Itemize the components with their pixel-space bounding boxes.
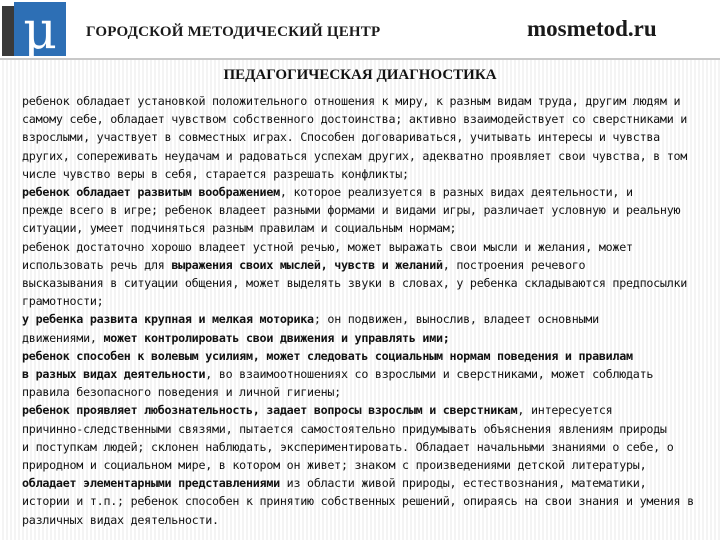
text-line <box>22 383 712 401</box>
bold-segment: у ребенка развита крупная и мелкая моторика <box>22 312 314 327</box>
bold-segment: может контролировать свои движения и управлять ими; <box>103 330 450 345</box>
text-segment: ситуации, умеет подчиняться разным правилам и социальным нормам; <box>22 221 457 236</box>
header-title: ГОРОДСКОЙ МЕТОДИЧЕСКИЙ ЦЕНТР <box>86 24 381 40</box>
text-line <box>22 365 712 383</box>
text-line <box>22 201 712 219</box>
text-segment: причинно-следственными связями, пытается самостоятельно придумывать объяснения явлениям природы <box>22 421 667 436</box>
text-segment: ребенок достаточно хорошо владеет устной речью, может выражать свои мысли и желания, может <box>22 239 633 254</box>
text-line <box>22 310 712 328</box>
bold-segment: ребенок обладает развитым воображением <box>22 185 280 200</box>
bold-segment: ребенок способен к волевым усилиям, может следовать социальным нормам поведения и правилам <box>22 348 633 363</box>
text-line <box>22 492 712 510</box>
section-title: ПЕДАГОГИЧЕСКАЯ ДИАГНОСТИКА <box>223 67 497 83</box>
text-line <box>22 183 712 201</box>
text-segment: использовать речь для <box>22 257 172 272</box>
text-line <box>22 292 712 310</box>
text-line <box>22 511 712 529</box>
text-line <box>22 165 712 183</box>
text-line <box>22 329 712 347</box>
text-line <box>22 256 712 274</box>
text-line <box>22 347 712 365</box>
text-line <box>22 128 712 146</box>
text-segment: самому себе, обладает чувством собственного достоинства; активно взаимодействует со сверстниками и <box>22 112 688 127</box>
text-segment: правила безопасного поведения и личной гигиены; <box>22 385 341 400</box>
bold-segment: обладает элементарными представлениями <box>22 476 280 491</box>
text-segment: истории и т.п.; ребенок способен к принятию собственных решений, опираясь на свои знания и умения в <box>22 494 694 509</box>
bold-segment: ребенок проявляет любознательность, задает вопросы взрослым и сверстникам <box>22 403 518 418</box>
text-segment: , которое реализуется в разных видах деятельности, и <box>279 185 633 200</box>
text-segment: других, сопереживать неудачам и радоваться успехам других, адекватно проявляет свои чувства, в том <box>22 148 688 163</box>
text-segment: высказывания в ситуации общения, может выделять звуки в словах, у ребенка складываются предпосылки <box>22 276 688 291</box>
text-line <box>22 110 712 128</box>
text-line <box>22 274 712 292</box>
text-segment: взрослыми, участвует в совместных играх. Способен договариваться, учитывать интересы и чувства <box>22 130 660 145</box>
text-line <box>22 401 712 419</box>
bold-segment: выражения своих мыслей, чувств и желаний <box>171 257 443 272</box>
text-line <box>22 456 712 474</box>
text-line <box>22 92 712 110</box>
body-text <box>22 92 712 529</box>
text-segment: , во взаимоотношениях со взрослыми и сверстниками, может соблюдать <box>205 367 654 382</box>
bold-segment: в разных видах деятельности <box>22 367 206 382</box>
logo-letter: μ <box>23 1 57 58</box>
text-segment: различных видах деятельности. <box>22 512 219 527</box>
text-line <box>22 238 712 256</box>
text-line <box>22 438 712 456</box>
text-segment: природном и социальном мире, в котором он живет; знаком с произведениями детской литературы, <box>22 458 647 473</box>
text-segment: грамотности; <box>22 294 104 309</box>
text-segment: числе чувство веры в себя, старается разрешать конфликты; <box>22 166 409 181</box>
text-segment: , построения речевого <box>442 257 586 272</box>
site-url[interactable]: mosmetod.ru <box>527 16 657 41</box>
text-segment: движениями, <box>22 330 104 345</box>
text-segment: из области живой природы, естествознания, математики, <box>279 476 647 491</box>
text-segment: ребенок обладает установкой положительного отношения к миру, к разным видам труда, другим людям и <box>22 94 681 108</box>
text-line <box>22 219 712 237</box>
text-segment: прежде всего в игре; ребенок владеет разными формами и видами игры, различает условную и реальную <box>22 203 681 218</box>
text-line <box>22 147 712 165</box>
mosmetod-logo-icon <box>0 0 66 58</box>
text-line <box>22 420 712 438</box>
text-segment: и поступкам людей; склонен наблюдать, экспериментировать. Обладает начальными знаниями о себе, о <box>22 439 674 454</box>
text-line <box>22 474 712 492</box>
text-segment: ; он подвижен, вынослив, владеет основными <box>313 312 599 327</box>
text-segment: , интересуется <box>517 403 613 418</box>
header <box>0 0 720 60</box>
